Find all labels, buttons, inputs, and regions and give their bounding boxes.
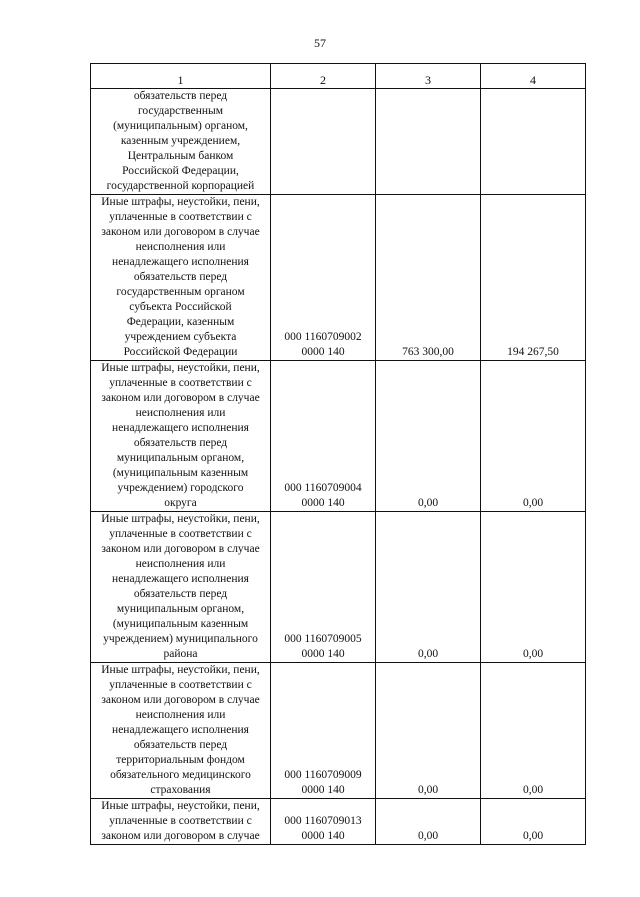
row-value-col4: 0,00 [481,361,586,512]
description-line: обязательств перед [133,739,228,751]
table-row [91,799,586,845]
row-code [271,799,376,845]
row-description [91,195,271,361]
row-description [91,89,271,195]
description-line: государственной корпорацией [106,180,255,192]
description-line: страхования [150,784,211,796]
code-line: 000 1160709002 [284,331,362,343]
description-line: государственным [137,105,224,117]
description-line: казенным учреждением, [120,135,241,147]
description-line: округа [164,497,197,509]
code-line: 000 1160709004 [284,482,362,494]
row-value-col3: 0,00 [376,663,481,799]
description-line: уплаченные в соответствии с [109,528,252,540]
table-row [91,512,586,663]
description-line: Иные штрафы, неустойки, пени, [101,362,260,374]
table-row [91,361,586,512]
description-line: Российской Федерации [123,346,238,358]
code-line: 000 1160709005 [284,633,362,645]
description-line: уплаченные в соответствии с [109,815,252,827]
row-code [271,663,376,799]
row-value-col4 [481,89,586,195]
description-line: законом или договором в случае [101,392,260,404]
description-line: Иные штрафы, неустойки, пени, [101,664,260,676]
column-header-2: 2 [271,64,376,89]
description-line: ненадлежащего исполнения [112,724,249,736]
row-value-col4: 0,00 [481,512,586,663]
description-line: уплаченные в соответствии с [109,377,252,389]
budget-table [90,63,586,845]
row-description [91,663,271,799]
code-line: 0000 140 [301,497,345,509]
description-line: Иные штрафы, неустойки, пени, [101,800,260,812]
description-line: неисполнения или [135,241,226,253]
row-description [91,799,271,845]
description-line: обязательств перед [133,437,228,449]
row-value-col4: 0,00 [481,799,586,845]
description-line: (муниципальным казенным [112,618,249,630]
row-description [91,512,271,663]
description-line: учреждением) городского [117,482,244,494]
description-line: муниципальным органом, [116,452,245,464]
row-value-col3: 0,00 [376,512,481,663]
description-line: уплаченные в соответствии с [109,679,252,691]
description-line: (муниципальным казенным [112,467,249,479]
description-line: муниципальным органом, [116,603,245,615]
table-header-row [91,64,586,89]
row-value-col3: 0,00 [376,799,481,845]
row-value-col4: 194 267,50 [481,195,586,361]
description-line: законом или договором в случае [101,226,260,238]
description-line: законом или договором в случае [101,543,260,555]
description-line: обязательств перед [133,588,228,600]
row-value-col3 [376,89,481,195]
description-line: обязательств перед [133,90,228,102]
row-code [271,512,376,663]
code-line: 000 1160709009 [284,769,362,781]
table-row [91,663,586,799]
description-line: Центральным банком [127,150,234,162]
table-body [91,89,586,845]
code-line: 0000 140 [301,830,345,842]
description-line: территориальным фондом [116,754,245,766]
description-line: Иные штрафы, неустойки, пени, [101,513,260,525]
description-line: неисполнения или [135,709,226,721]
row-code [271,195,376,361]
description-line: Российской Федерации, [122,165,239,177]
description-line: государственным органом [116,286,245,298]
description-line: Иные штрафы, неустойки, пени, [101,196,260,208]
row-value-col3: 0,00 [376,361,481,512]
row-value-col3: 763 300,00 [376,195,481,361]
column-header-4: 4 [481,64,586,89]
description-line: законом или договором в случае [101,830,260,842]
column-header-3: 3 [376,64,481,89]
code-line: 0000 140 [301,784,345,796]
description-line: ненадлежащего исполнения [112,573,249,585]
code-line: 0000 140 [301,648,345,660]
description-line: неисполнения или [135,407,226,419]
row-code [271,89,376,195]
description-line: обязательств перед [133,271,228,283]
description-line: учреждением субъекта [124,331,237,343]
description-line: учреждением) муниципального [103,633,258,645]
description-line: субъекта Российской [129,301,232,313]
description-line: района [163,648,198,660]
description-line: уплаченные в соответствии с [109,211,252,223]
code-line: 000 1160709013 [284,815,362,827]
table-row [91,195,586,361]
description-line: ненадлежащего исполнения [112,256,249,268]
description-line: ненадлежащего исполнения [112,422,249,434]
description-line: (муниципальным) органом, [113,120,248,132]
column-header-1: 1 [91,64,271,89]
code-line: 0000 140 [301,346,345,358]
description-line: неисполнения или [135,558,226,570]
page-number: 57 [314,36,326,50]
table-row [91,89,586,195]
row-value-col4: 0,00 [481,663,586,799]
description-line: обязательного медицинского [110,769,251,781]
row-description [91,361,271,512]
description-line: Федерации, казенным [126,316,235,328]
row-code [271,361,376,512]
description-line: законом или договором в случае [101,694,260,706]
